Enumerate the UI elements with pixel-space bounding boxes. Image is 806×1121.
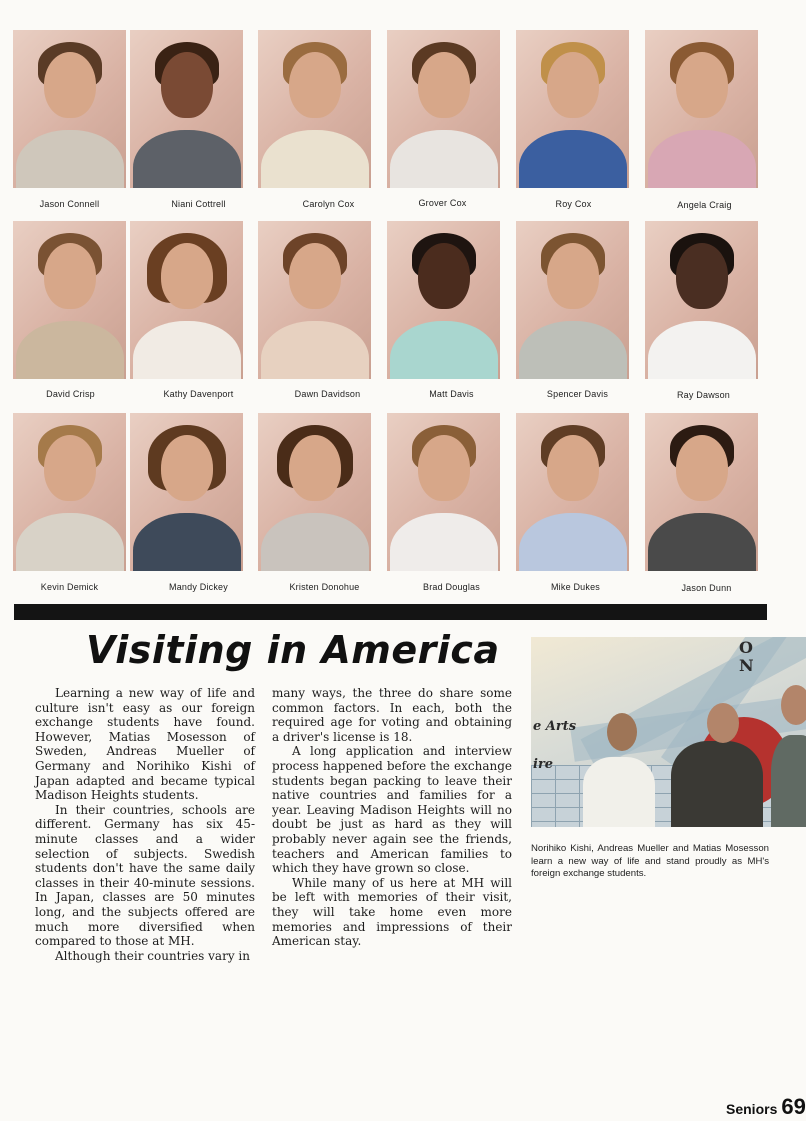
portrait-photo <box>13 221 126 379</box>
portrait-caption: Roy Cox <box>555 199 592 209</box>
portrait-photo <box>645 413 758 571</box>
portrait-photo <box>13 413 126 571</box>
portrait-photo <box>258 413 371 571</box>
portrait-photo <box>258 221 371 379</box>
portrait-caption: Spencer Davis <box>546 389 609 399</box>
portrait-caption: David Crisp <box>46 389 95 399</box>
paragraph: Learning a new way of life and culture isn't easy as our foreign exchange students have found. However, Matias Mosesson of Sweden, Andreas Mueller of Germany and Norihiko Kishi of Japan adapted and became typical Madison Heights students. <box>35 686 255 803</box>
portrait-caption: Mandy Dickey <box>169 582 228 592</box>
portrait-caption: Niani Cottrell <box>171 199 226 209</box>
portrait-photo <box>645 30 758 188</box>
portrait-photo <box>130 221 243 379</box>
portrait-caption: Angela Craig <box>677 200 732 210</box>
portrait-photo <box>516 221 629 379</box>
portrait-caption: Kristen Donohue <box>289 582 360 592</box>
portrait-caption: Grover Cox <box>418 198 467 208</box>
portrait-photo <box>645 221 758 379</box>
portrait-caption: Jason Connell <box>39 199 100 209</box>
section-label: Seniors <box>726 1101 778 1117</box>
section-divider-bar <box>14 604 767 620</box>
page-footer <box>726 1094 806 1120</box>
page-number: 69 <box>781 1094 806 1119</box>
paragraph: While many of us here at MH will be left with memories of their visit, they will take home even more memories and impressions of their American stay. <box>272 875 512 949</box>
article-column-2 <box>272 686 512 949</box>
paragraph: Although their countries vary in <box>55 948 250 963</box>
portrait-photo <box>387 30 500 188</box>
portrait-photo <box>130 30 243 188</box>
portrait-photo <box>13 30 126 188</box>
portrait-photo <box>387 221 500 379</box>
portrait-caption: Jason Dunn <box>681 583 732 593</box>
exchange-students-photo <box>531 637 806 827</box>
portrait-photo <box>130 413 243 571</box>
portrait-caption: Carolyn Cox <box>302 199 355 209</box>
portrait-photo <box>516 413 629 571</box>
portrait-caption: Matt Davis <box>429 389 474 399</box>
portrait-photo <box>387 413 500 571</box>
paragraph: In their countries, schools are different. Germany has six 45-minute classes and a wider selection of subjects. Swedish students don't have the same daily classes in their 40-minute sessions. In Japan, classes are 50 minutes long, and the subjects offered are much more diversified when compared to those at MH. <box>35 802 255 949</box>
paragraph: A long application and interview process happened before the exchange students began packing to leave their native countries and families for a year. Leaving Madison Heights will no doubt be just as hard as they will probably never again see the friends, teachers and American families to which they have grown so close. <box>272 744 512 876</box>
portrait-caption: Mike Dukes <box>550 582 600 592</box>
portrait-caption: Kevin Demick <box>40 582 99 592</box>
article-headline: Visiting in America <box>86 628 500 672</box>
photo-caption: Norihiko Kishi, Andreas Mueller and Matias Mosesson learn a new way of life and stand proudly as MH's foreign exchange students. <box>531 843 769 880</box>
portrait-photo <box>516 30 629 188</box>
portrait-caption: Dawn Davidson <box>294 389 361 399</box>
wall-painting-text: e Arts <box>533 719 577 734</box>
portrait-caption: Brad Douglas <box>423 582 480 592</box>
portrait-photo <box>258 30 371 188</box>
wall-painting-text: ire <box>533 757 554 772</box>
portrait-caption: Kathy Davenport <box>163 389 234 399</box>
wall-painting-letters: O N <box>739 638 754 675</box>
portrait-caption: Ray Dawson <box>676 390 731 400</box>
paragraph: many ways, the three do share some common factors. In each, both the required age for voting and obtaining a driver's license is 18. <box>272 686 512 744</box>
article-column-1 <box>35 686 255 963</box>
